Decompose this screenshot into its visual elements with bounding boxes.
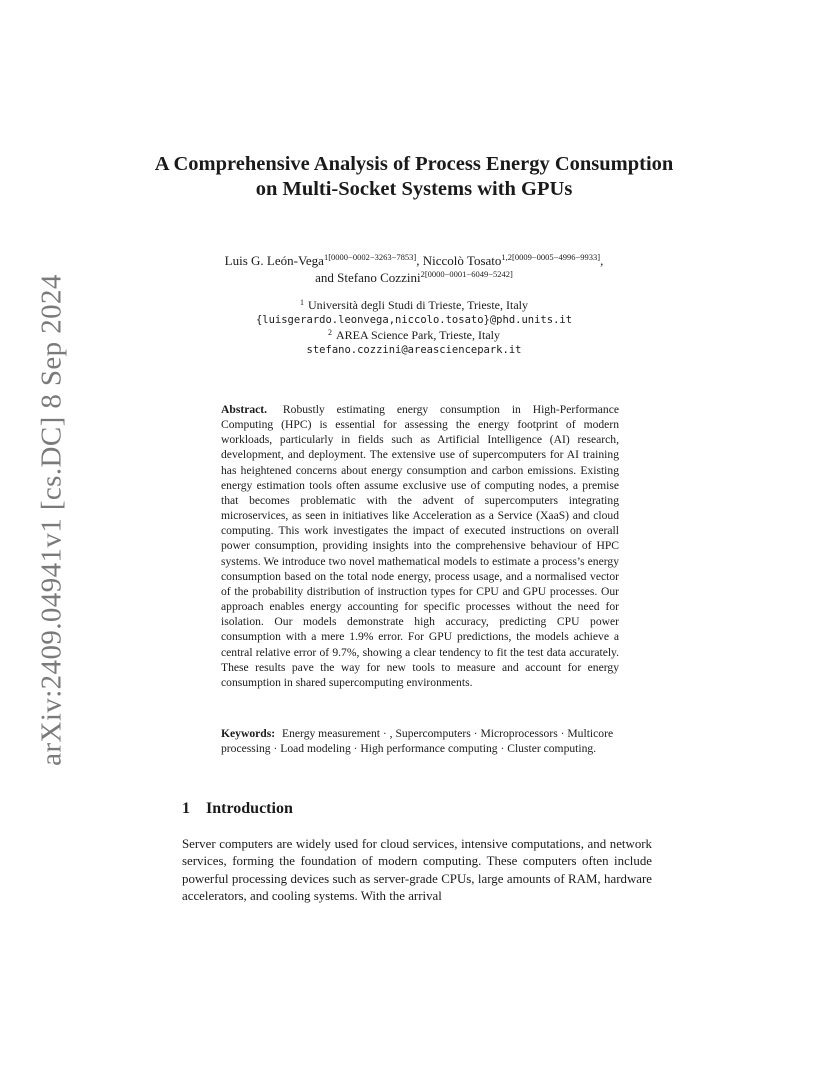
author-name: Luis G. León-Vega — [224, 253, 324, 268]
section-heading-introduction — [182, 800, 293, 818]
introduction-paragraph: Server computers are widely used for cloud services, intensive computations, and network services, forming the foundation of modern computing. These computers often include powerful processing devices such as server-grade CPUs, large amounts of RAM, hardware accelerators, and cooling systems. With the arrival — [182, 837, 652, 904]
keywords-text: Energy measurement · , Supercomputers · Microprocessors · Multicore processing · Load modeling · High performance computing · Cluster computing. — [221, 727, 614, 756]
author-name: and Stefano Cozzini — [315, 270, 421, 285]
author-orcid: 2[0000−0001−6049−5242] — [420, 269, 513, 279]
keywords — [221, 726, 619, 756]
affiliation-number: 1 — [299, 298, 304, 307]
author-separator: , — [416, 253, 423, 268]
affiliation-name: AREA Science Park, Trieste, Italy — [336, 328, 500, 342]
affiliation-number: 2 — [328, 328, 332, 337]
abstract-text: Robustly estimating energy consumption in High-Performance Computing (HPC) is essential for assessing the energy footprint of modern workloads, particularly in fields such as Artificial Intelligence (AI) research, development, and deployment. The extensive use of supercomputers for AI training has heightened concerns about energy consumption and carbon emissions. Existing energy estimation tools often assume exclusive use of computing nodes, a premise that becomes problematic with the advent of supercomputers integrating microservices, as seen in initiatives like Acceleration as a Service (XaaS) and cloud computing. This work investigates the impact of executed instructions on overall power consumption, providing insights into the comprehensive behaviour of HPC systems. We introduce two novel mathematical models to estimate a process’s energy consumption based on the total node energy, process usage, and a normalised vector of the probability distribution of instruction types for CPU and GPU processes. Our approach enables energy accounting for specific processes without the need for isolation. Our models demonstrate high accuracy, predicting CPU power consumption with a mere 1.9% error. For GPU predictions, the models achieve a central relative error of 9.7%, showing a clear tendency to fit the test data accurately. These results pave the way for new tools to measure and account for energy consumption in shared supercomputing environments. — [221, 403, 619, 689]
affiliations — [160, 298, 668, 358]
affiliation-1-email: {luisgerardo.leonvega,niccolo.tosato}@phd.units.it — [255, 314, 573, 326]
paper-title: A Comprehensive Analysis of Process Energy Consumption on Multi-Socket Systems with GPUs — [154, 153, 674, 200]
author-separator: , — [600, 253, 604, 268]
author-1 — [225, 253, 423, 268]
affiliation-2 — [160, 328, 668, 343]
author-name: Niccolò Tosato — [422, 253, 502, 268]
section-title: Introduction — [206, 800, 293, 817]
author-2 — [423, 253, 604, 268]
author-orcid: 1,2[0009−0005−4996−9933] — [501, 252, 601, 262]
author-list — [160, 252, 668, 286]
affiliation-name: Università degli Studi di Trieste, Trieste, Italy — [307, 298, 528, 312]
author-orcid: 1[0000−0002−3263−7853] — [323, 252, 417, 262]
abstract-label: Abstract. — [221, 403, 268, 416]
author-3 — [315, 270, 513, 285]
affiliation-2-email: stefano.cozzini@areasciencepark.it — [306, 344, 522, 356]
arxiv-identifier: arXiv:2409.04941v1 [cs.DC] 8 Sep 2024 — [35, 274, 68, 766]
section-number: 1 — [182, 800, 190, 817]
keywords-label: Keywords: — [221, 727, 276, 740]
abstract — [221, 402, 619, 690]
affiliation-1 — [160, 298, 668, 313]
